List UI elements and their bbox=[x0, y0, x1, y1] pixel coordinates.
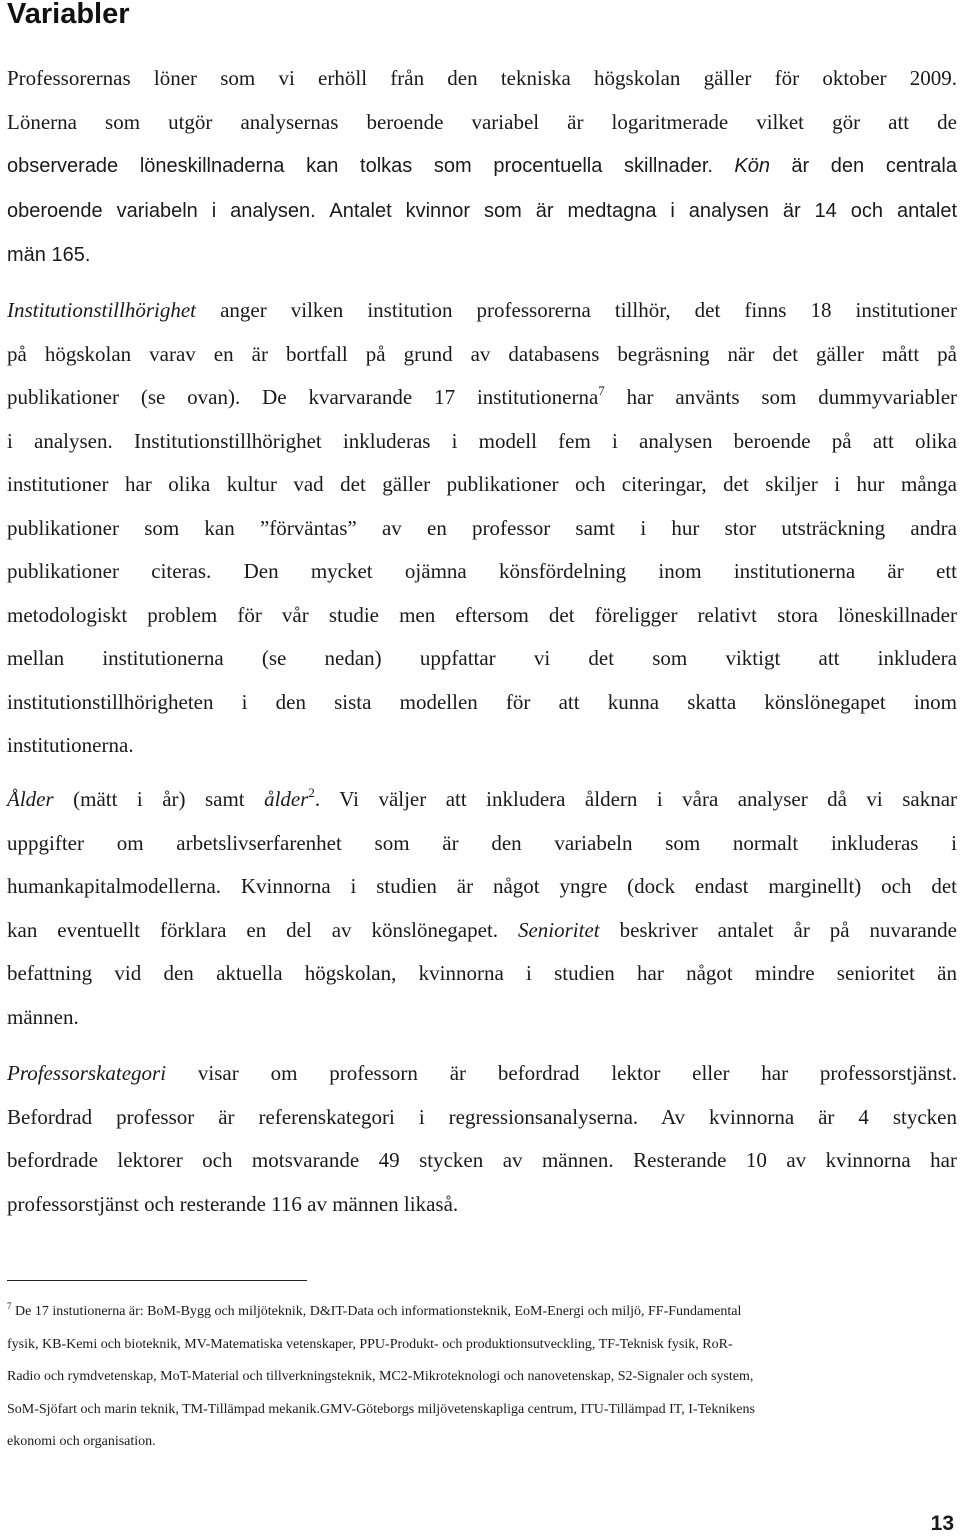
text-line: Professorernas löner som vi erhöll från den tekniska högskolan gäller för oktober 2009. bbox=[7, 66, 957, 90]
text-line: mellan institutionerna (se nedan) uppfattar vi det som viktigt att inkludera bbox=[7, 646, 957, 670]
text-line: institutionerna. bbox=[7, 733, 134, 757]
footnote-divider bbox=[7, 1280, 307, 1281]
text-line: metodologiskt problem för vår studie men eftersom det föreligger relativt stora löneskillnader bbox=[7, 602, 957, 627]
text-line: kan eventuellt förklara en del av könslönegapet. Senioritet beskriver antalet år på nuvarande bbox=[7, 917, 957, 942]
term-professorskategori: Professorskategori bbox=[7, 1061, 167, 1085]
section-heading: Variabler bbox=[7, 0, 130, 30]
text-line: publikationer (se ovan). De kvarvarande 17 institutionerna$^7$ har använts som dummyvariabler bbox=[7, 383, 958, 409]
text-line: Professorskategori visar om professorn är befordrad lektor eller har professorstjänst. bbox=[7, 1061, 958, 1085]
term-alder: Ålder bbox=[7, 787, 54, 811]
footnote-ref: 7 bbox=[598, 383, 605, 398]
paragraph-age bbox=[7, 778, 957, 1039]
text-line: publikationer som kan ”förväntas” av en professor samt i hur stor utsträckning andra bbox=[7, 515, 957, 540]
page-number: 13 bbox=[930, 1512, 954, 1535]
term-kon: Kön bbox=[734, 155, 770, 177]
text-line: i analysen. Institutionstillhörighet inkluderas i modell fem i analysen beroende på att olika bbox=[7, 428, 957, 453]
text-line: Lönerna som utgör analysernas beroende variabel är logaritmerade vilket gör att de bbox=[7, 109, 957, 134]
footnote-line: Radio och rymdvetenskap, MoT-Material och tillverkningsteknik, MC2-Mikroteknologi och nanovetenskap, S2-Signaler och system, bbox=[7, 1369, 754, 1384]
term-alder-squared: ålder bbox=[264, 787, 309, 811]
text-line: professorstjänst och resterande 116 av männen likaså. bbox=[7, 1191, 459, 1216]
footnote-marker: 7 bbox=[7, 1301, 12, 1311]
footnote-line: SoM-Sjöfart och marin teknik, TM-Tillämpad mekanik.GMV-Göteborgs miljövetenskapliga centrum, ITU-Tillämpad IT, I-Teknikens bbox=[7, 1401, 755, 1417]
text-line: Befordrad professor är referenskategori i regressionsanalyserna. Av kvinnorna är 4 stycken bbox=[7, 1104, 957, 1129]
footnote-line: fysik, KB-Kemi och bioteknik, MV-Matematiska vetenskaper, PPU-Produkt- och produktionsutveckling, TF-Teknisk fysik, RoR- bbox=[7, 1336, 733, 1352]
text-line: humankapitalmodellerna. Kvinnorna i studien är något yngre (dock endast marginellt) och det bbox=[7, 874, 957, 898]
footnote-line: ekonomi och organisation. bbox=[7, 1434, 156, 1449]
footnote-line: $^7$ De 17 instutionerna är: BoM-Bygg och miljöteknik, D&IT-Data och informationsteknik, EoM-Energi och miljö, FF-Fundamental bbox=[7, 1301, 742, 1319]
text-line: män 165. bbox=[7, 244, 91, 266]
text-line: oberoende variabeln i analysen. Antalet kvinnor som är medtagna i analysen är 14 och antalet bbox=[7, 199, 958, 222]
paragraph-institution bbox=[7, 289, 957, 768]
term-senioritet: Senioritet bbox=[517, 917, 600, 942]
term-institutionstillhorighet: Institutionstillhörighet bbox=[7, 298, 197, 322]
text-line: observerade löneskillnaderna kan tolkas som procentuella skillnader. Kön är den centrala bbox=[7, 155, 957, 177]
text-line: publikationer citeras. Den mycket ojämna könsfördelning inom institutionerna är ett bbox=[7, 559, 958, 583]
paragraph-salaries bbox=[7, 57, 957, 278]
text-line: på högskolan varav en är bortfall på grund av databasens begräsning när det gäller mått på bbox=[7, 341, 957, 366]
text-line: institutionstillhörigheten i den sista modellen för att kunna skatta könslönegapet inom bbox=[7, 689, 957, 714]
text-line: uppgifter om arbetslivserfarenhet som är den variabeln som normalt inkluderas i bbox=[7, 830, 957, 855]
text-line: befordrade lektorer och motsvarande 49 stycken av männen. Resterande 10 av kvinnorna har bbox=[7, 1148, 957, 1172]
text-line: Ålder (mätt i år) samt ålder$^2$. Vi väljer att inkludera åldern i våra analyser då vi saknar bbox=[7, 785, 958, 811]
text-line: befattning vid den aktuella högskolan, kvinnorna i studien har något mindre senioritet än bbox=[7, 961, 957, 985]
text-line: Institutionstillhörighet anger vilken institution professorerna tillhör, det finns 18 institutioner bbox=[7, 298, 957, 322]
text-line: institutioner har olika kultur vad det gäller publikationer och citeringar, det skiljer i hur många bbox=[7, 472, 957, 496]
footnote bbox=[7, 1296, 927, 1459]
text-line: männen. bbox=[7, 1004, 79, 1029]
paragraph-professor-category bbox=[7, 1052, 957, 1226]
